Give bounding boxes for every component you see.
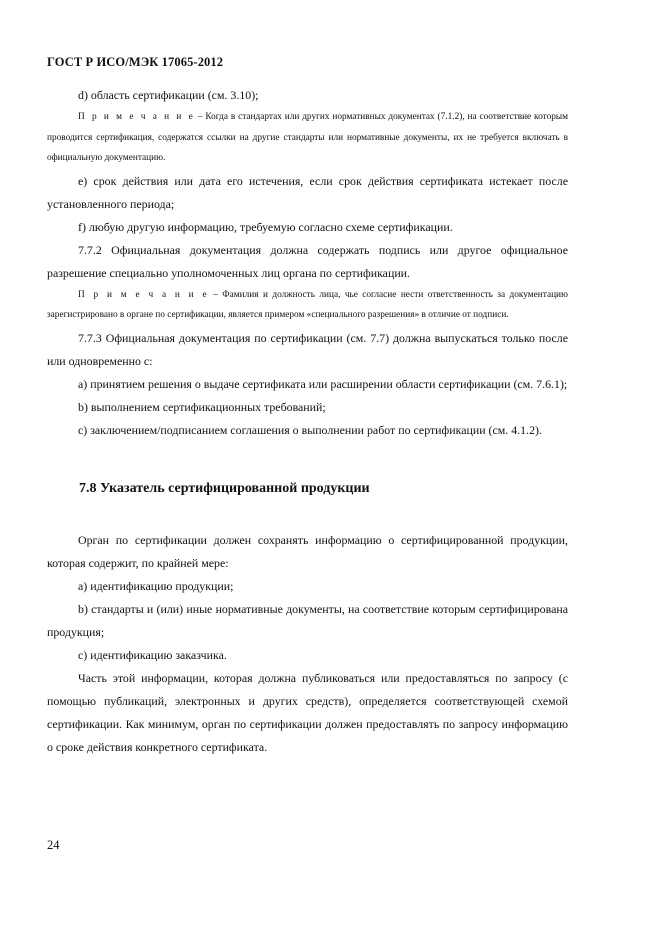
section-item-c: c) идентификацию заказчика. [78,647,227,662]
section-item-b: b) стандарты и (или) иные нормативные документы, на соответствие которым сертифицирована продукция; [47,601,568,639]
item-c: c) заключением/подписанием соглашения о выполнении работ по сертификации (см. 4.1.2). [78,422,542,437]
section-final-paragraph: Часть этой информации, которая должна публиковаться или предоставляться по запросу (с помощью публикаций, электронных и других средств), определяется соответствующей схемой сертификации. Как минимум, орган по сертификации должен предоставлять по запросу информацию о сроке действия конкретного сертификата. [47,670,568,754]
item-b: b) выполнением сертификационных требований; [78,399,326,414]
note-label: П р и м е ч а н и е [78,112,195,122]
page-content [47,84,568,759]
section-heading: 7.8 Указатель сертифицированной продукции [79,480,370,496]
item-f: f) любую другую информацию, требуемую согласно схеме сертификации. [78,219,453,234]
section-item-a: a) идентификацию продукции; [78,578,234,593]
paragraph-7-7-2: 7.7.2 Официальная документация должна содержать подпись или другое официальное разрешение специально уполномоченных лиц органа по сертификации. [47,242,568,280]
note-text: – Фамилия и должность лица, чье согласие нести ответственность за документацию зарегистрировано в органе по сертификации, является примером «специального разрешения» в отличие от подписи. [47,289,568,320]
note-label: П р и м е ч а н и е [78,289,209,300]
item-d: d) область сертификации (см. 3.10); [78,88,259,102]
paragraph-7-7-3: 7.7.3 Официальная документация по сертификации (см. 7.7) должна выпускаться только после или одновременно с: [47,330,568,368]
note-1 [47,107,568,169]
standard-header: ГОСТ Р ИСО/МЭК 17065-2012 [47,55,224,69]
note-text: – Когда в стандартах или других нормативных документах (7.1.2), на соответствие которым проводится сертификация, содержатся ссылки на другие стандарты или нормативные документы, их не требуется включать в официальную документацию. [47,112,568,163]
page-number: 24 [47,838,60,852]
section-intro: Орган по сертификации должен сохранять информацию о сертифицированной продукции, которая содержит, по крайней мере: [47,532,568,570]
item-a: a) принятием решения о выдаче сертификата или расширении области сертификации (см. 7.6.1); [78,376,568,391]
note-2 [47,285,568,326]
item-e: e) срок действия или дата его истечения, если срок действия сертификата истекает после установленного периода; [47,173,568,211]
